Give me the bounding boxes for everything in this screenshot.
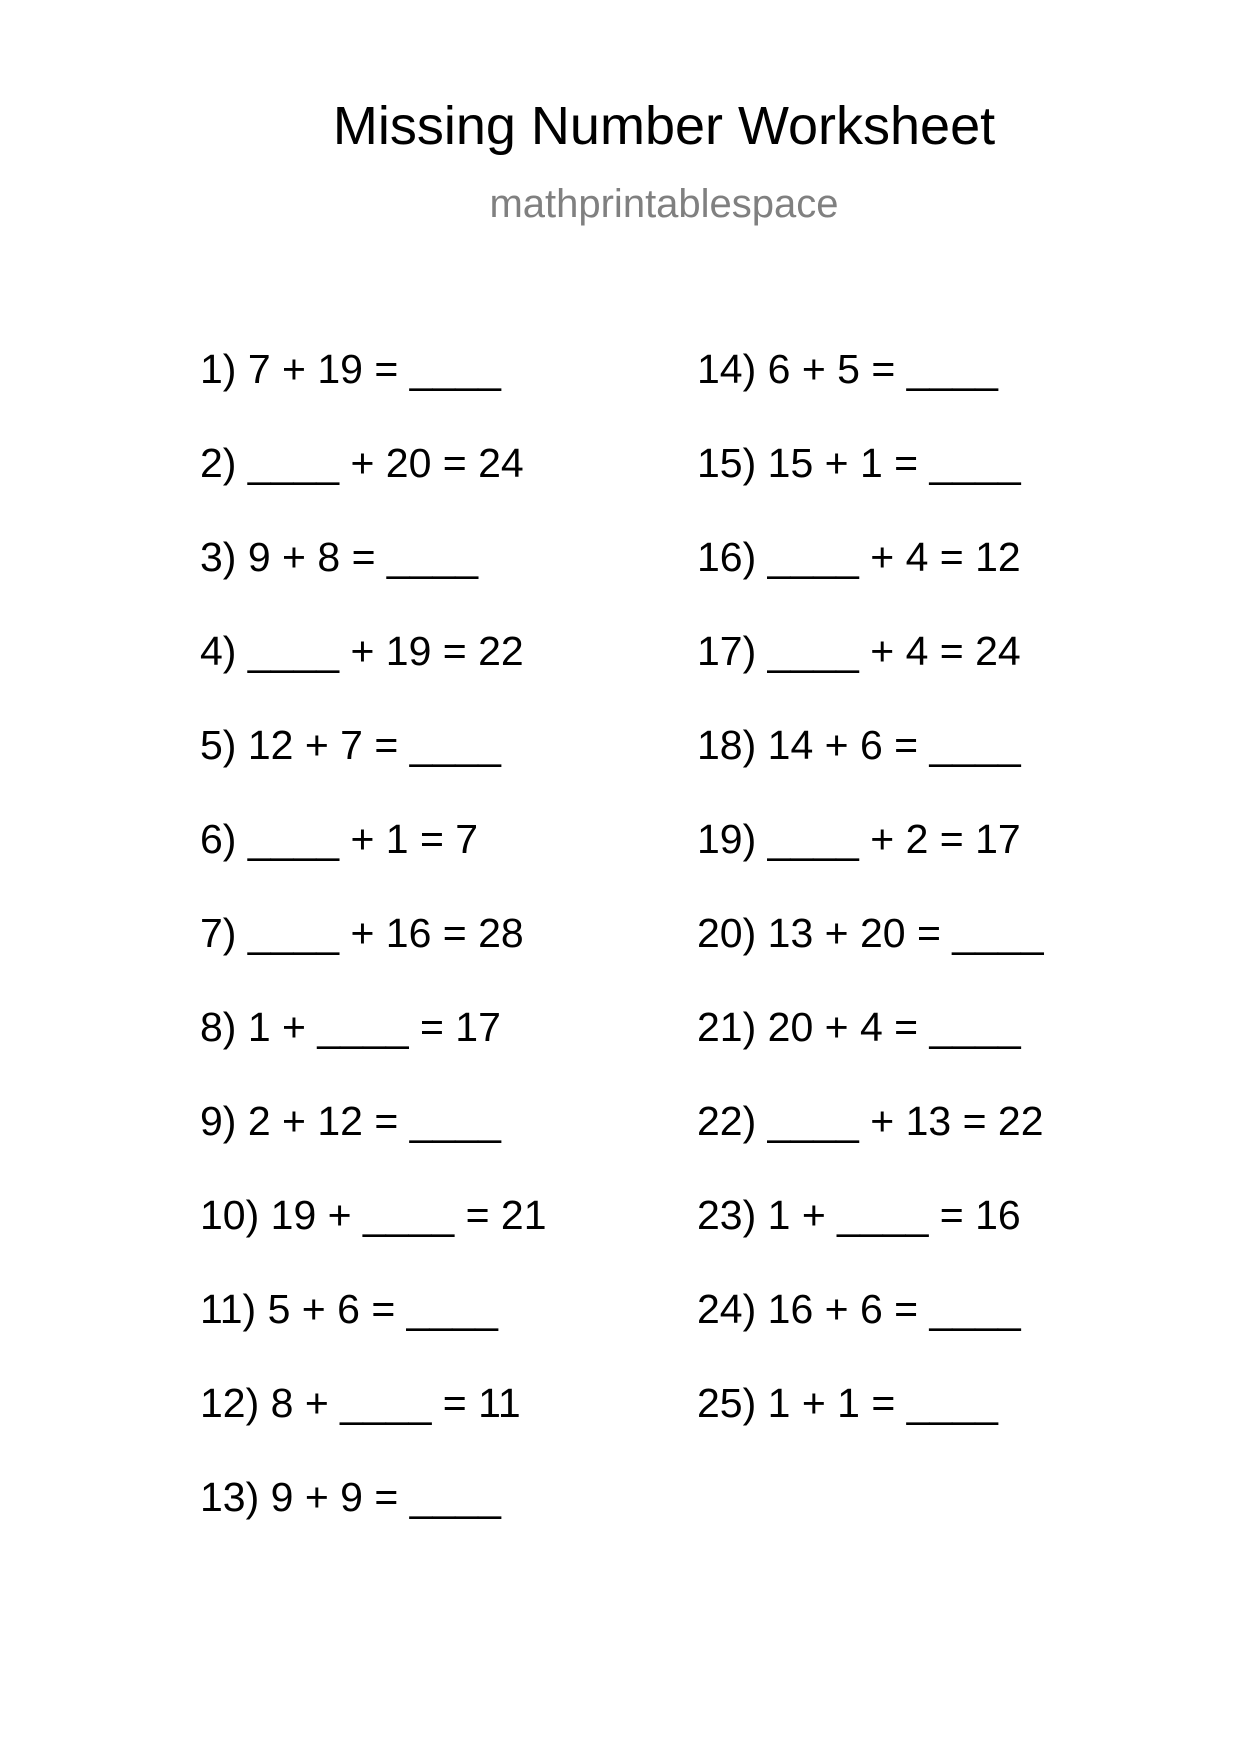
problem-15: 15) 15 + 1 = ____ [697,440,1021,486]
problem-16: 16) ____ + 4 = 12 [697,534,1021,580]
worksheet-title: Missing Number Worksheet [332,96,996,156]
problem-9: 9) 2 + 12 = ____ [200,1098,501,1144]
problem-4: 4) ____ + 19 = 22 [200,628,524,674]
problem-10: 10) 19 + ____ = 21 [200,1192,547,1238]
problem-5: 5) 12 + 7 = ____ [200,722,501,768]
problem-20: 20) 13 + 20 = ____ [697,910,1044,956]
problem-6: 6) ____ + 1 = 7 [200,816,479,862]
problem-21: 21) 20 + 4 = ____ [697,1004,1021,1050]
problem-2: 2) ____ + 20 = 24 [200,440,524,486]
problem-3: 3) 9 + 8 = ____ [200,534,479,580]
problem-19: 19) ____ + 2 = 17 [697,816,1021,862]
problem-25: 25) 1 + 1 = ____ [697,1380,998,1426]
problem-24: 24) 16 + 6 = ____ [697,1286,1021,1332]
problem-8: 8) 1 + ____ = 17 [200,1004,501,1050]
problem-17: 17) ____ + 4 = 24 [697,628,1021,674]
problem-13: 13) 9 + 9 = ____ [200,1474,501,1520]
problem-23: 23) 1 + ____ = 16 [697,1192,1021,1238]
problem-18: 18) 14 + 6 = ____ [697,722,1021,768]
worksheet-subtitle: mathprintablespace [489,182,839,226]
problem-1: 1) 7 + 19 = ____ [200,346,501,392]
problem-14: 14) 6 + 5 = ____ [697,346,998,392]
problem-22: 22) ____ + 13 = 22 [697,1098,1044,1144]
problem-11: 11) 5 + 6 = ____ [200,1286,498,1332]
problem-12: 12) 8 + ____ = 11 [200,1380,521,1426]
problem-7: 7) ____ + 16 = 28 [200,910,524,956]
